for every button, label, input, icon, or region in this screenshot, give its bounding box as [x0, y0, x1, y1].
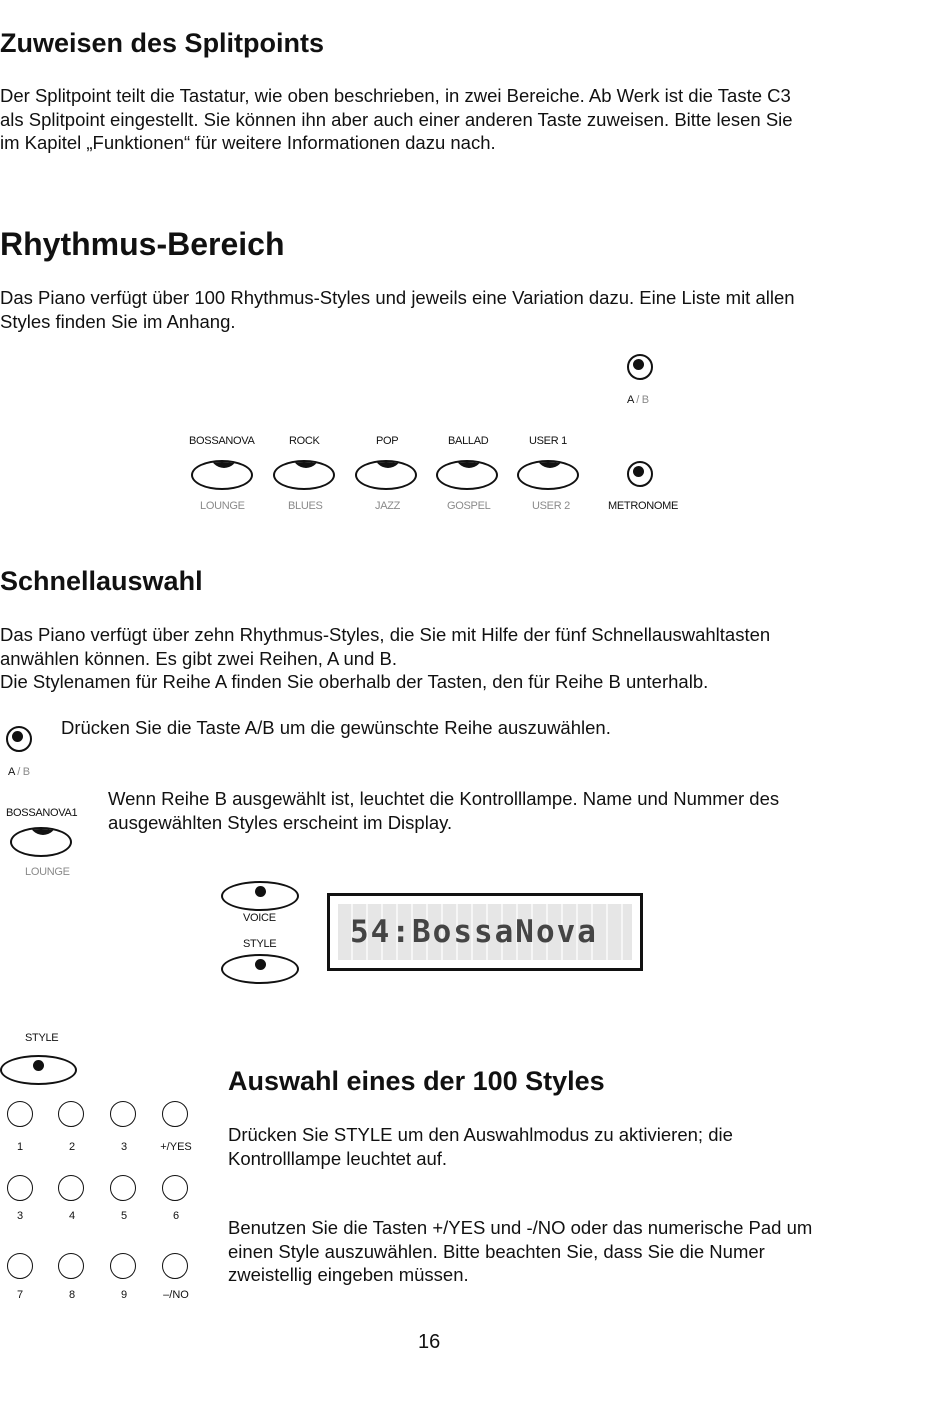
indicator-led-icon [33, 1060, 44, 1071]
schnellauswahl-paragraph [0, 623, 940, 694]
pad-button-icon [110, 1101, 136, 1127]
pad-label: 9 [120, 1289, 128, 1301]
text-line: Drücken Sie STYLE um den Auswahlmodus zu aktivieren; die [228, 1124, 733, 1145]
auswahl-paragraph-2 [228, 1216, 938, 1287]
pad-button-icon [7, 1175, 33, 1201]
pad-button-icon [162, 1175, 188, 1201]
auswahl-paragraph-1 [228, 1123, 928, 1170]
text-line: anwählen können. Es gibt zwei Reihen, A und B. [0, 647, 397, 669]
ab-button-small-icon [6, 726, 32, 752]
section-heading-rhythmus: Rhythmus-Bereich [0, 226, 285, 262]
pad-label: +/YES [160, 1141, 192, 1153]
voice-label: VOICE [243, 912, 276, 924]
indicator-led-icon [374, 460, 402, 468]
lounge-label: LOUNGE [25, 866, 70, 878]
pad-button-icon [162, 1253, 188, 1279]
indicator-led-icon [29, 827, 57, 835]
text-line: als Splitpoint eingestellt. Sie können ihn aber auch einer anderen Taste zuweisen. Bitte lesen Sie [0, 108, 793, 130]
style-top-label: BALLAD [448, 435, 489, 447]
indicator-led-icon [455, 460, 483, 468]
text-line: im Kapitel „Funktionen“ für weitere Informationen dazu nach. [0, 132, 496, 153]
text-line: Styles finden Sie im Anhang. [0, 310, 236, 332]
lcd-display [327, 893, 643, 971]
section-heading-schnellauswahl: Schnellauswahl [0, 566, 203, 596]
section-heading-auswahl: Auswahl eines der 100 Styles [228, 1066, 605, 1096]
style-top-label: ROCK [289, 435, 320, 447]
text-line: einen Style auszuwählen. Bitte beachten Sie, dass Sie die Numer [228, 1240, 765, 1262]
section-heading-splitpoint: Zuweisen des Splitpoints [0, 28, 325, 58]
splitpoint-paragraph [0, 84, 940, 155]
ab-label [627, 394, 649, 406]
pad-button-icon [58, 1101, 84, 1127]
ab-small-label [8, 766, 30, 778]
bossanova1-label: BOSSANOVA1 [6, 807, 78, 819]
text-line: Kontrolllampe leuchtet auf. [228, 1147, 448, 1169]
text-line: Die Stylenamen für Reihe A finden Sie oberhalb der Tasten, den für Reihe B unterhalb. [0, 671, 709, 692]
pad-button-icon [58, 1175, 84, 1201]
pad-label: –/NO [163, 1289, 189, 1301]
ab-small-sep: / [14, 766, 23, 778]
text-line: ausgewählten Styles erscheint im Display. [108, 811, 453, 833]
text-line: Wenn Reihe B ausgewählt ist, leuchtet die Kontrolllampe. Name und Nummer des [108, 788, 780, 809]
pad-button-icon [162, 1101, 188, 1127]
style-pad-button-icon [0, 1055, 77, 1085]
indicator-led-icon [255, 959, 266, 970]
bossanova-button-icon [10, 827, 72, 857]
pad-label: 7 [16, 1289, 24, 1301]
indicator-led-icon [633, 466, 644, 477]
style-bottom-label: BLUES [288, 500, 323, 512]
indicator-led-icon [210, 460, 238, 468]
ab-label-a: A [627, 394, 634, 406]
pad-label: 2 [68, 1141, 76, 1153]
indicator-led-icon [633, 359, 644, 370]
style-top-label: BOSSANOVA [189, 435, 255, 447]
style-bottom-label: LOUNGE [200, 500, 245, 512]
pad-label: 8 [68, 1289, 76, 1301]
step1-text: Drücken Sie die Taste A/B um die gewünschte Reihe auszuwählen. [61, 717, 611, 738]
pad-button-icon [58, 1253, 84, 1279]
page-number: 16 [418, 1331, 441, 1353]
pad-label: 5 [120, 1210, 128, 1222]
metronome-label: METRONOME [608, 500, 679, 512]
ab-button-icon [627, 354, 653, 380]
indicator-led-icon [255, 886, 266, 897]
style-quick-button-3-icon [355, 460, 417, 490]
text-line: Das Piano verfügt über zehn Rhythmus-Styles, die Sie mit Hilfe der fünf Schnellauswahltasten [0, 624, 771, 645]
pad-label: 4 [68, 1210, 76, 1222]
pad-button-icon [7, 1253, 33, 1279]
style-quick-button-2-icon [273, 460, 335, 490]
rhythmus-paragraph [0, 286, 940, 333]
indicator-led-icon [536, 460, 564, 468]
text-line: Das Piano verfügt über 100 Rhythmus-Styles und jeweils eine Variation dazu. Eine Liste mit allen [0, 287, 795, 308]
pad-label: 3 [16, 1210, 24, 1222]
ab-small-b: B [22, 766, 30, 778]
pad-label: 3 [120, 1141, 128, 1153]
metronome-button-icon [627, 461, 653, 487]
style-button-icon [221, 954, 299, 984]
indicator-led-icon [12, 731, 23, 742]
ab-label-sep: / [633, 394, 642, 406]
text-line: Benutzen Sie die Tasten +/YES und -/NO oder das numerische Pad um [228, 1217, 813, 1238]
style-top-label: USER 1 [529, 435, 567, 447]
indicator-led-icon [292, 460, 320, 468]
ab-label-b: B [641, 394, 649, 406]
style-label: STYLE [243, 938, 277, 950]
text-line: zweistellig eingeben müssen. [228, 1264, 469, 1285]
lcd-text: 54:BossaNova [350, 914, 598, 950]
style-quick-button-1-icon [191, 460, 253, 490]
style-pad-label: STYLE [25, 1032, 59, 1044]
style-bottom-label: JAZZ [375, 500, 401, 512]
pad-button-icon [110, 1253, 136, 1279]
pad-label: 6 [172, 1210, 180, 1222]
pad-button-icon [7, 1101, 33, 1127]
style-top-label: POP [376, 435, 399, 447]
style-quick-button-4-icon [436, 460, 498, 490]
style-quick-button-5-icon [517, 460, 579, 490]
voice-button-icon [221, 881, 299, 911]
pad-label: 1 [16, 1141, 24, 1153]
text-line: Der Splitpoint teilt die Tastatur, wie oben beschrieben, in zwei Bereiche. Ab Werk ist die Taste C3 [0, 85, 791, 106]
step2-text [108, 787, 938, 834]
pad-button-icon [110, 1175, 136, 1201]
style-bottom-label: GOSPEL [447, 500, 491, 512]
style-bottom-label: USER 2 [532, 500, 570, 512]
ab-small-a: A [8, 766, 15, 778]
